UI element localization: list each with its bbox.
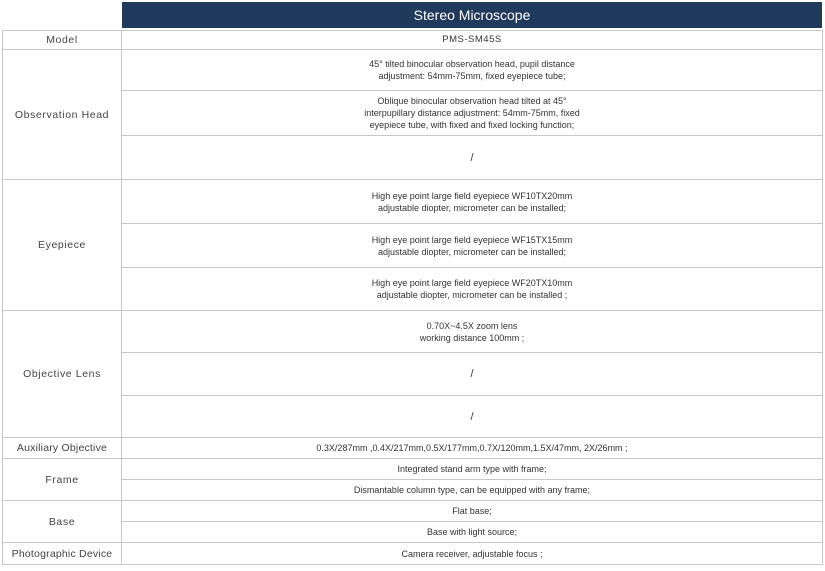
base-option-2: Base with light source; [122,522,823,543]
objective-lens-option-2: / [122,353,823,396]
table-row-eyepiece-3 [3,268,823,311]
text-line: High eye point large field eyepiece WF15TX15mm [371,234,573,245]
table-row-base-1 [3,501,823,522]
table-row-auxiliary-objective [3,438,823,459]
spec-table [2,30,823,565]
observation-head-option-2 [122,91,823,136]
objective-lens-option-1 [122,311,823,353]
text-line: eyepiece tube, with fixed and fixed locking function; [369,120,575,130]
table-row-eyepiece-2 [3,224,823,268]
eyepiece-option-3 [122,268,823,311]
row-label-model: Model [3,31,122,50]
observation-head-option-3: / [122,136,823,180]
text-line: High eye point large field eyepiece WF20TX10mm [371,278,573,288]
table-row-base-2 [3,522,823,543]
frame-option-2: Dismantable column type, can be equipped with any frame; [122,480,823,501]
text-line: 0.70X~4.5X zoom lens [426,320,518,331]
model-value: PMS-SM45S [122,31,823,50]
text-line: interpupillary distance adjustment: 54mm-75mm, fixed [364,108,580,118]
observation-head-option-1 [122,50,823,91]
row-label-observation-head: Observation Head [3,50,122,180]
row-label-base: Base [3,501,122,543]
eyepiece-option-2 [122,224,823,268]
text-line: adjustable diopter, micrometer can be installed; [377,246,567,257]
auxiliary-objective-value: 0.3X/287mm ,0.4X/217mm,0.5X/177mm,0.7X/120mm,1.5X/47mm, 2X/26mm ; [122,438,823,459]
text-line: Oblique binocular observation head tilted at 45° [377,96,567,106]
text-line: 45° tilted binocular observation head, pupil distance [369,59,575,69]
text-line: High eye point large field eyepiece WF10TX20mm [371,190,573,201]
table-row-frame-2 [3,480,823,501]
table-row-photographic-device [3,543,823,565]
row-label-frame: Frame [3,459,122,501]
text-line: adjustable diopter, micrometer can be installed ; [376,290,568,300]
table-row-observation-head-2 [3,91,823,136]
row-label-objective-lens: Objective Lens [3,311,122,438]
row-label-eyepiece: Eyepiece [3,180,122,311]
frame-option-1: Integrated stand arm type with frame; [122,459,823,480]
table-row-objective-lens-2 [3,353,823,396]
table-row-observation-head-3 [3,136,823,180]
table-row-model [3,31,823,50]
row-label-photographic-device: Photographic Device [3,543,122,565]
base-option-1: Flat base; [122,501,823,522]
page-title: Stereo Microscope [122,2,822,28]
row-label-auxiliary-objective: Auxiliary Objective [3,438,122,459]
text-line: adjustment: 54mm-75mm, fixed eyepiece tube; [378,71,566,81]
photographic-device-value: Camera receiver, adjustable focus ; [122,543,823,565]
text-line: adjustable diopter, micrometer can be installed; [377,202,567,213]
table-row-objective-lens-1 [3,311,823,353]
table-row-eyepiece-1 [3,180,823,224]
table-row-observation-head-1 [3,50,823,91]
eyepiece-option-1 [122,180,823,224]
text-line: working distance 100mm ; [419,332,525,343]
objective-lens-option-3: / [122,396,823,438]
table-row-objective-lens-3 [3,396,823,438]
table-row-frame-1 [3,459,823,480]
